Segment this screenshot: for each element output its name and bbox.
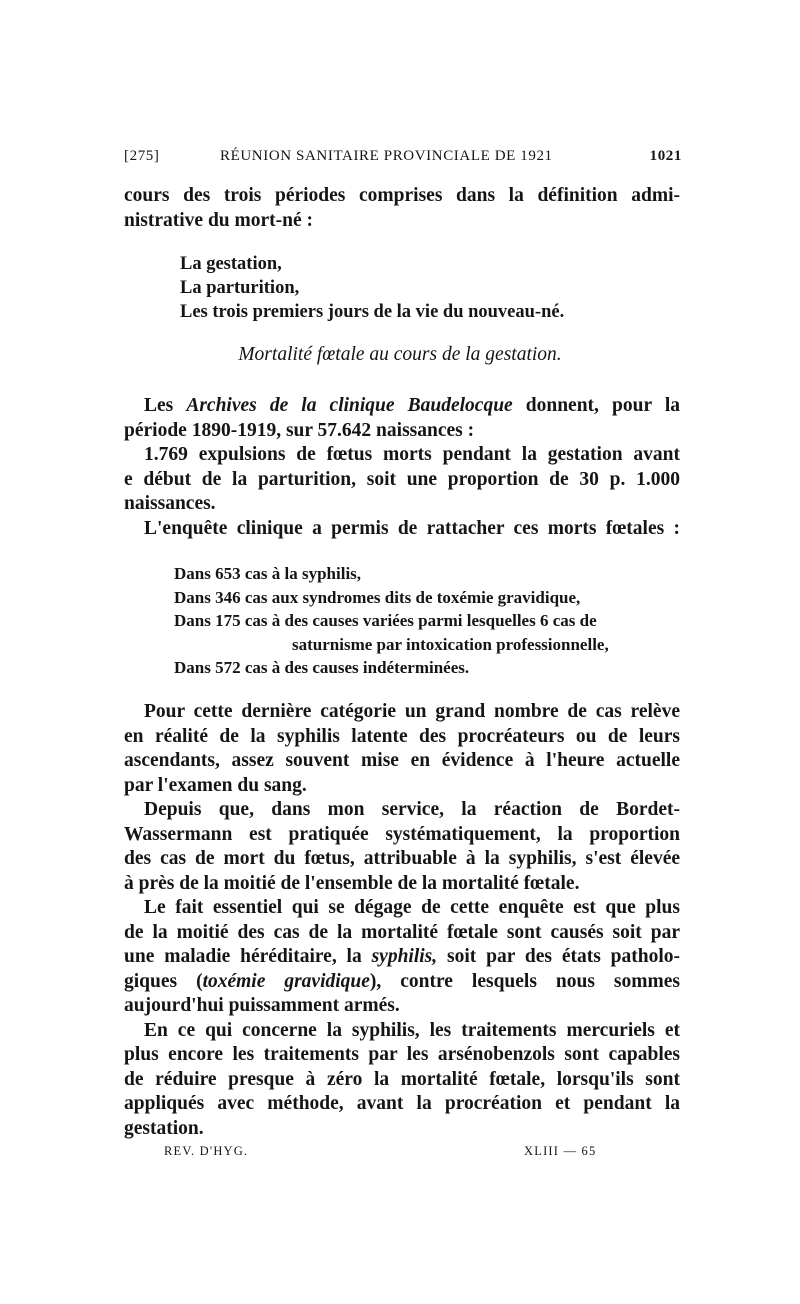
text-line: de la moitié des cas de la mortalité fœtale sont causés soit par [124, 921, 680, 943]
text-line: En ce qui concerne la syphilis, les traitements mercuriels et [144, 1019, 680, 1041]
footer-signature: XLIII — 65 [524, 1144, 597, 1158]
text-line: Depuis que, dans mon service, la réaction de Bordet- [144, 799, 680, 820]
text-fragment: donnent, pour la [512, 395, 680, 416]
text-line: en réalité de la syphilis latente des procréateurs ou de leurs [124, 725, 680, 747]
text-line [124, 970, 680, 995]
text-fragment: giques ( [124, 970, 203, 992]
running-header [124, 148, 682, 170]
text-line: Wassermann est pratiquée systématiquement, la proportion [124, 823, 680, 845]
text-fragment: soit par des états patholo- [437, 946, 680, 967]
italic-term: toxémie gravidique [202, 970, 370, 992]
text-line: période 1890-1919, sur 57.642 naissances : [124, 419, 475, 441]
paragraph-archives [124, 394, 680, 541]
list-item: Dans 572 cas à des causes indéterminées. [174, 658, 470, 677]
causes-list [174, 562, 609, 680]
text-line: gestation. [124, 1117, 204, 1139]
text-line: cours des trois périodes comprises dans la définition admi- [124, 185, 680, 206]
list-item: Dans 175 cas à des causes variées parmi lesquelles 6 cas de [174, 611, 597, 630]
stages-list [180, 252, 564, 324]
page-number: 1021 [649, 148, 682, 164]
text-line: naissances. [124, 493, 216, 514]
text-line: 1.769 expulsions de fœtus morts pendant la gestation avant [144, 444, 680, 465]
paragraph-conclusions [124, 700, 680, 1141]
text-line: Pour cette dernière catégorie un grand nombre de cas relève [144, 701, 680, 722]
text-line: appliqués avec méthode, avant la procréation et pendant la [124, 1093, 680, 1114]
footer-journal: REV. D'HYG. [164, 1144, 249, 1158]
list-item-continuation: saturnisme par intoxication professionnelle, [292, 634, 609, 654]
list-item: Dans 346 cas aux syndromes dits de toxémie gravidique, [174, 587, 581, 607]
text-fragment: Les [144, 395, 187, 416]
text-fragment: une maladie héréditaire, la [124, 946, 372, 967]
text-line: aujourd'hui puissamment armés. [124, 995, 400, 1016]
text-line: par l'examen du sang. [124, 774, 307, 796]
section-title: Mortalité fœtale au cours de la gestation. [238, 344, 562, 365]
text-line: à près de la moitié de l'ensemble de la mortalité fœtale. [124, 872, 580, 894]
text-line: des cas de mort du fœtus, attribuable à la syphilis, s'est élevée [124, 848, 680, 869]
list-item: Les trois premiers jours de la vie du nouveau-né. [180, 302, 565, 322]
text-line: nistrative du mort-né : [124, 209, 314, 231]
italic-title: Archives de la clinique Baudelocque [186, 395, 513, 416]
text-fragment: ), contre lesquels nous sommes [369, 970, 680, 992]
italic-term: syphilis, [371, 946, 438, 967]
intro-paragraph [124, 184, 680, 233]
text-line: Le fait essentiel qui se dégage de cette enquête est que plus [144, 897, 680, 918]
page-reference: [275] [124, 148, 160, 164]
text-line [124, 945, 680, 970]
list-item: La parturition, [180, 278, 300, 298]
text-line: plus encore les traitements par les arsénobenzols sont capables [124, 1044, 680, 1065]
text-line: e début de la parturition, soit une proportion de 30 p. 1.000 [124, 468, 680, 490]
text-line [124, 394, 680, 419]
text-line: ascendants, assez souvent mise en évidence à l'heure actuelle [124, 750, 680, 771]
list-item: La gestation, [180, 254, 282, 274]
text-line: L'enquête clinique a permis de rattacher ces morts fœtales : [144, 517, 680, 539]
text-line: de réduire presque à zéro la mortalité fœtale, lorsqu'ils sont [124, 1068, 680, 1090]
list-item: Dans 653 cas à la syphilis, [174, 564, 362, 583]
header-title: RÉUNION SANITAIRE PROVINCIALE DE 1921 [220, 148, 553, 164]
